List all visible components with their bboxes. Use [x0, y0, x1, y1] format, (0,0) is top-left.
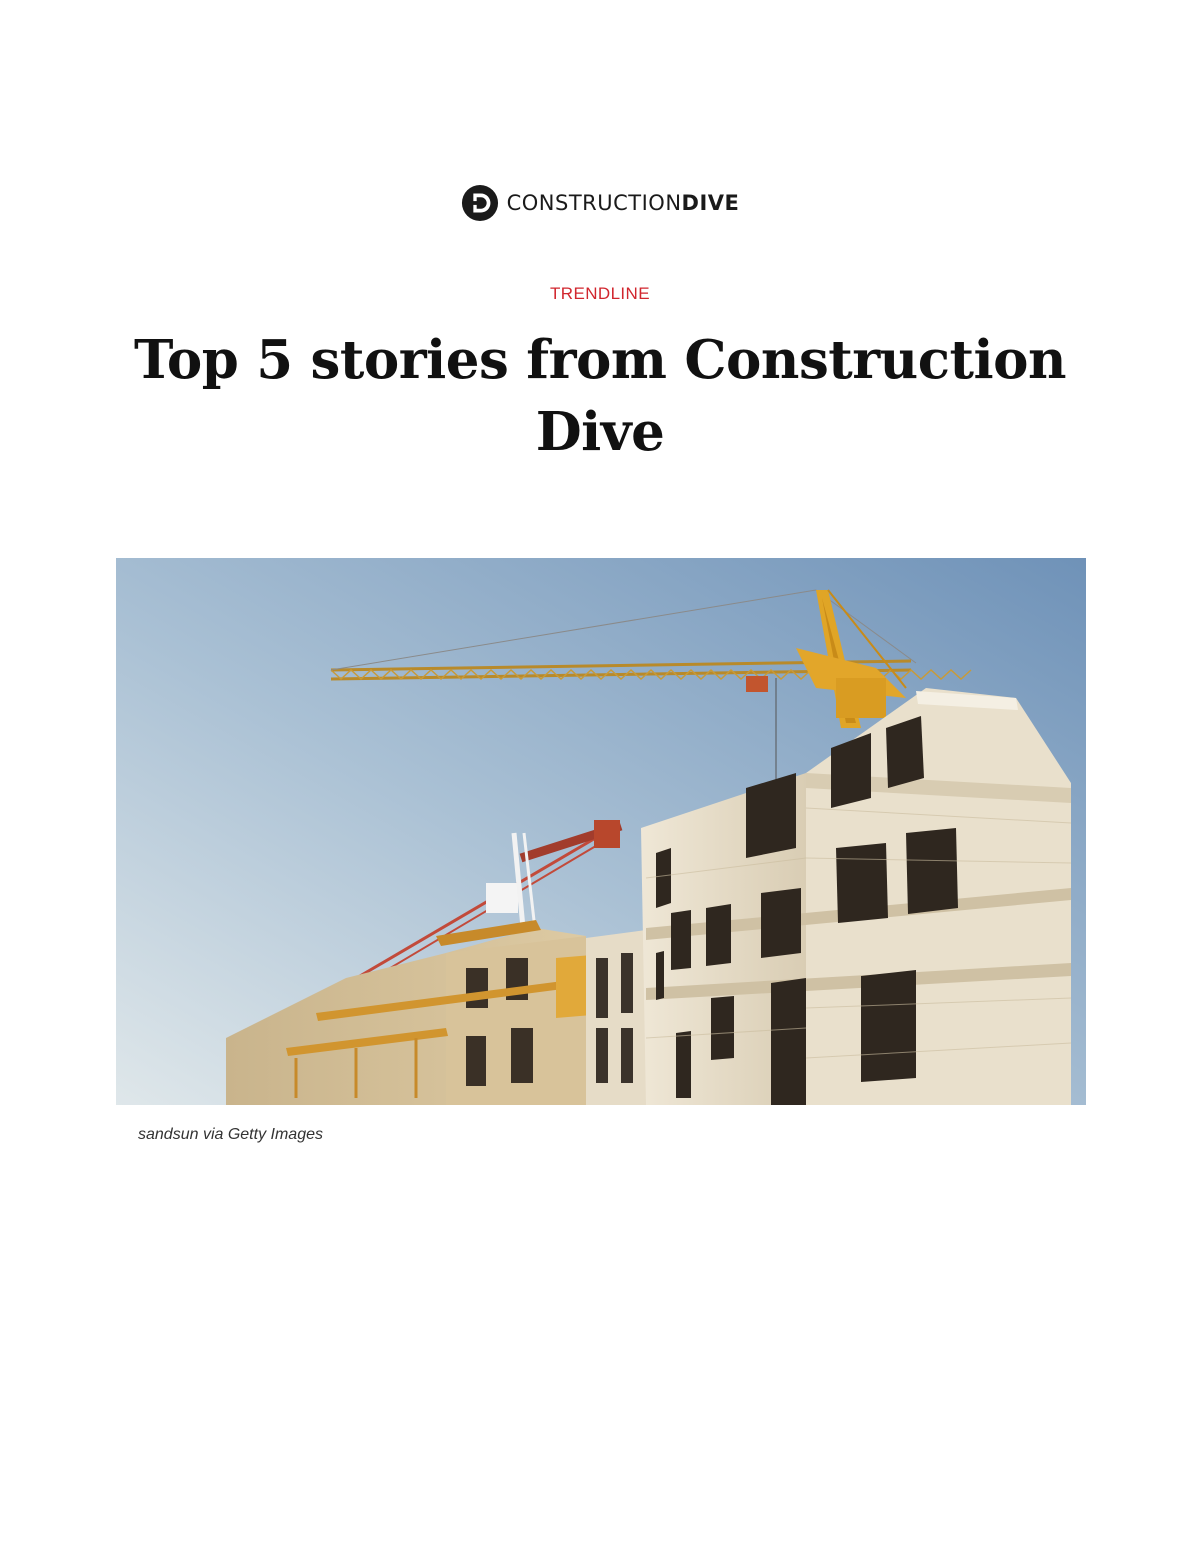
brand-name-bold: DIVE — [681, 190, 740, 215]
section-kicker: TRENDLINE — [550, 284, 650, 303]
brand-header — [0, 184, 1200, 222]
construction-dive-logo-icon — [461, 184, 499, 222]
building-middle — [586, 930, 646, 1105]
brand-name-light: CONSTRUCTION — [506, 190, 682, 215]
brand-wordmark — [506, 190, 740, 215]
hero-image — [116, 558, 1086, 1105]
construction-site-illustration — [116, 558, 1086, 1105]
image-caption: sandsun via Getty Images — [138, 1126, 323, 1143]
page-title: Top 5 stories from Construction Dive — [133, 329, 1066, 463]
